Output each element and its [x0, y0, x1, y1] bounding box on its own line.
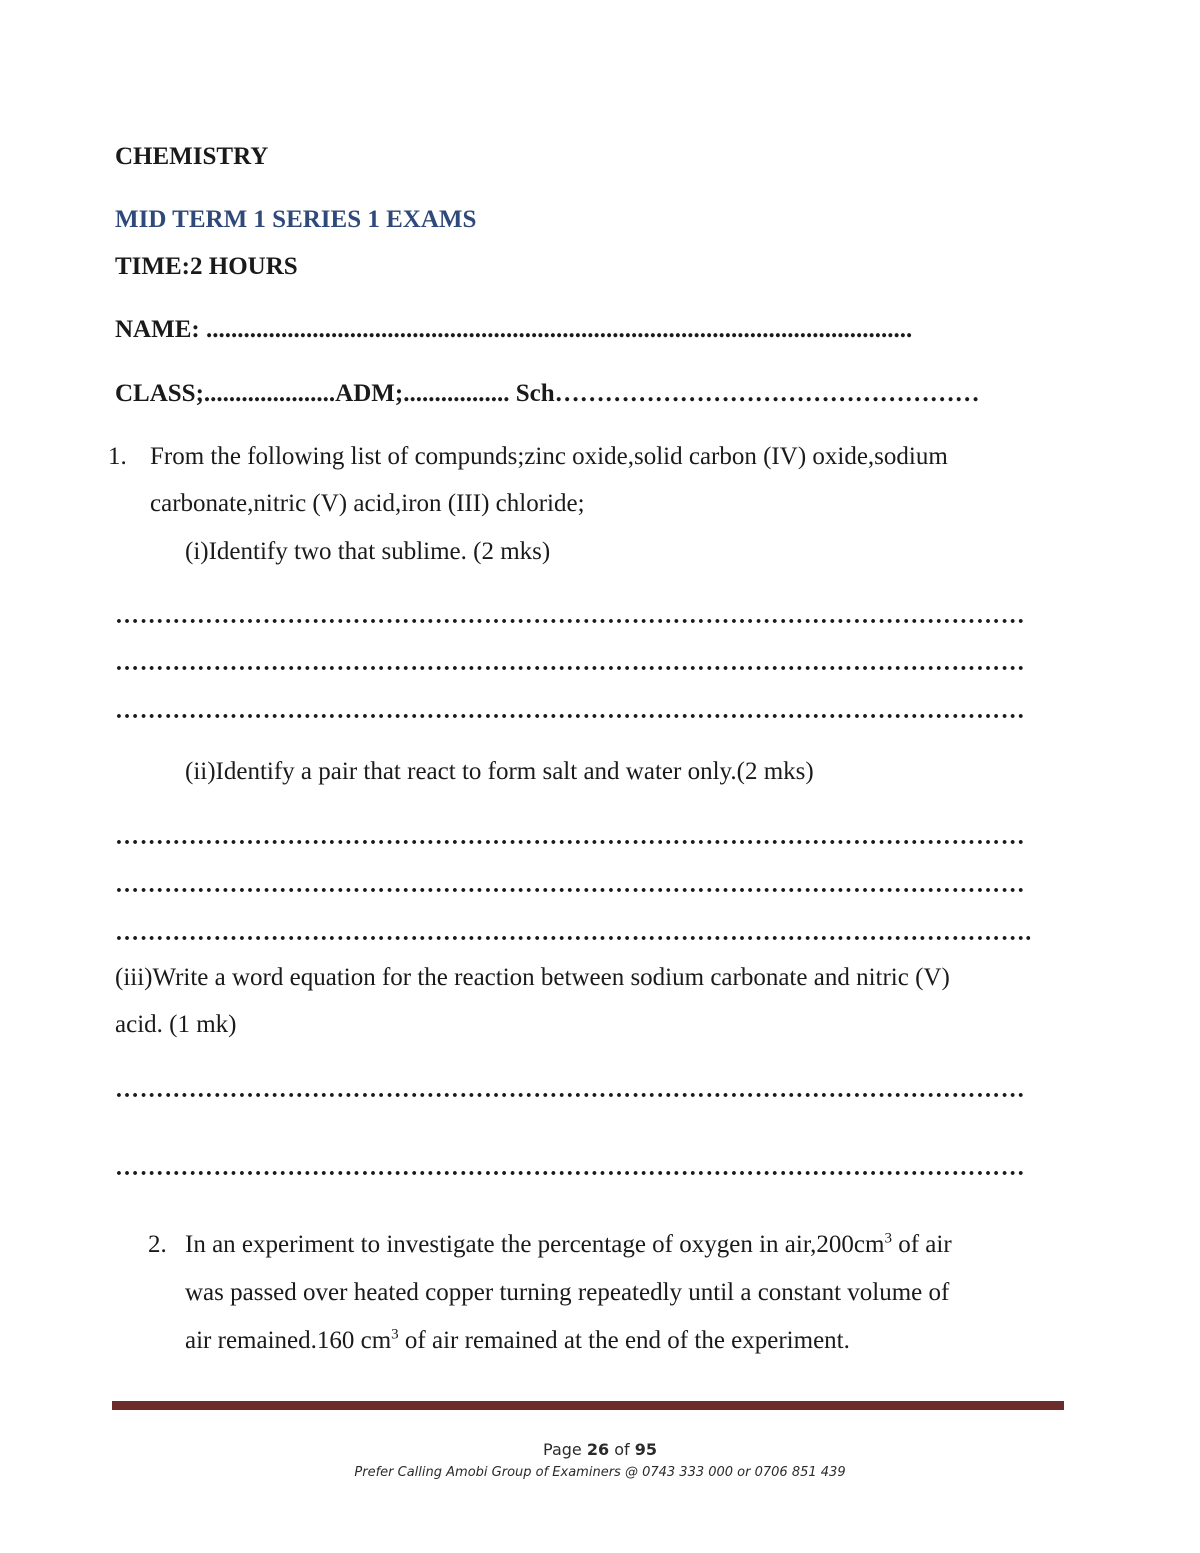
- answer-line: …………………………………………………………………………………………………: [115, 872, 1026, 898]
- question-1-part-iii-line-2: acid. (1 mk): [115, 1011, 237, 1038]
- question-1-part-ii: (ii)Identify a pair that react to form salt and water only.(2 mks): [185, 758, 814, 785]
- answer-line: …………………………………………………………………………………………………: [115, 1077, 1026, 1103]
- page-prefix: Page: [543, 1440, 587, 1459]
- question-1-part-iii-line-1: (iii)Write a word equation for the reaction between sodium carbonate and nitric (V): [115, 964, 950, 991]
- footer-rule: [112, 1401, 1064, 1410]
- class-adm-school-line: CLASS;.....................ADM;................. Sch……………………………………………: [115, 380, 980, 407]
- exam-title: MID TERM 1 SERIES 1 EXAMS: [115, 206, 477, 233]
- superscript-3: 3: [884, 1230, 892, 1247]
- answer-line: ………………………………………………………………………………………………….: [115, 920, 1032, 946]
- page-of: of: [609, 1440, 635, 1459]
- question-2-line-3: [185, 1327, 850, 1355]
- question-2-line-1-text: In an experiment to investigate the percentage of oxygen in air,200cm: [185, 1231, 885, 1258]
- question-1-part-i: (i)Identify two that sublime. (2 mks): [185, 538, 551, 565]
- answer-line: …………………………………………………………………………………………………: [115, 650, 1026, 676]
- question-2-line-1: [185, 1231, 952, 1259]
- answer-line: …………………………………………………………………………………………………: [115, 824, 1026, 850]
- question-2-number: 2.: [148, 1231, 167, 1258]
- question-1-stem-line-1: From the following list of compunds;zinc oxide,solid carbon (IV) oxide,sodium: [150, 443, 948, 470]
- footer-contact-note: Prefer Calling Amobi Group of Examiners @ 0743 333 000 or 0706 851 439: [354, 1465, 846, 1480]
- question-2-line-1-tail: of air: [891, 1231, 952, 1258]
- total-pages: 95: [634, 1440, 657, 1459]
- superscript-3: 3: [391, 1326, 399, 1343]
- answer-line: …………………………………………………………………………………………………: [115, 1155, 1026, 1181]
- name-field-line: NAME: .................................................................................................................: [115, 316, 913, 343]
- question-1-number: 1.: [108, 443, 127, 470]
- question-2-line-3-text: air remained.160 cm: [185, 1327, 392, 1354]
- answer-line: …………………………………………………………………………………………………: [115, 603, 1026, 629]
- question-2-line-2: was passed over heated copper turning repeatedly until a constant volume of: [185, 1279, 950, 1306]
- answer-line: …………………………………………………………………………………………………: [115, 698, 1026, 724]
- exam-time: TIME:2 HOURS: [115, 253, 298, 280]
- subject-heading: CHEMISTRY: [115, 143, 269, 170]
- question-2-line-3-tail: of air remained at the end of the experiment.: [398, 1327, 850, 1354]
- current-page: 26: [586, 1440, 610, 1459]
- question-1-stem-line-2: carbonate,nitric (V) acid,iron (III) chloride;: [150, 490, 585, 517]
- page-number: [0, 1440, 1200, 1459]
